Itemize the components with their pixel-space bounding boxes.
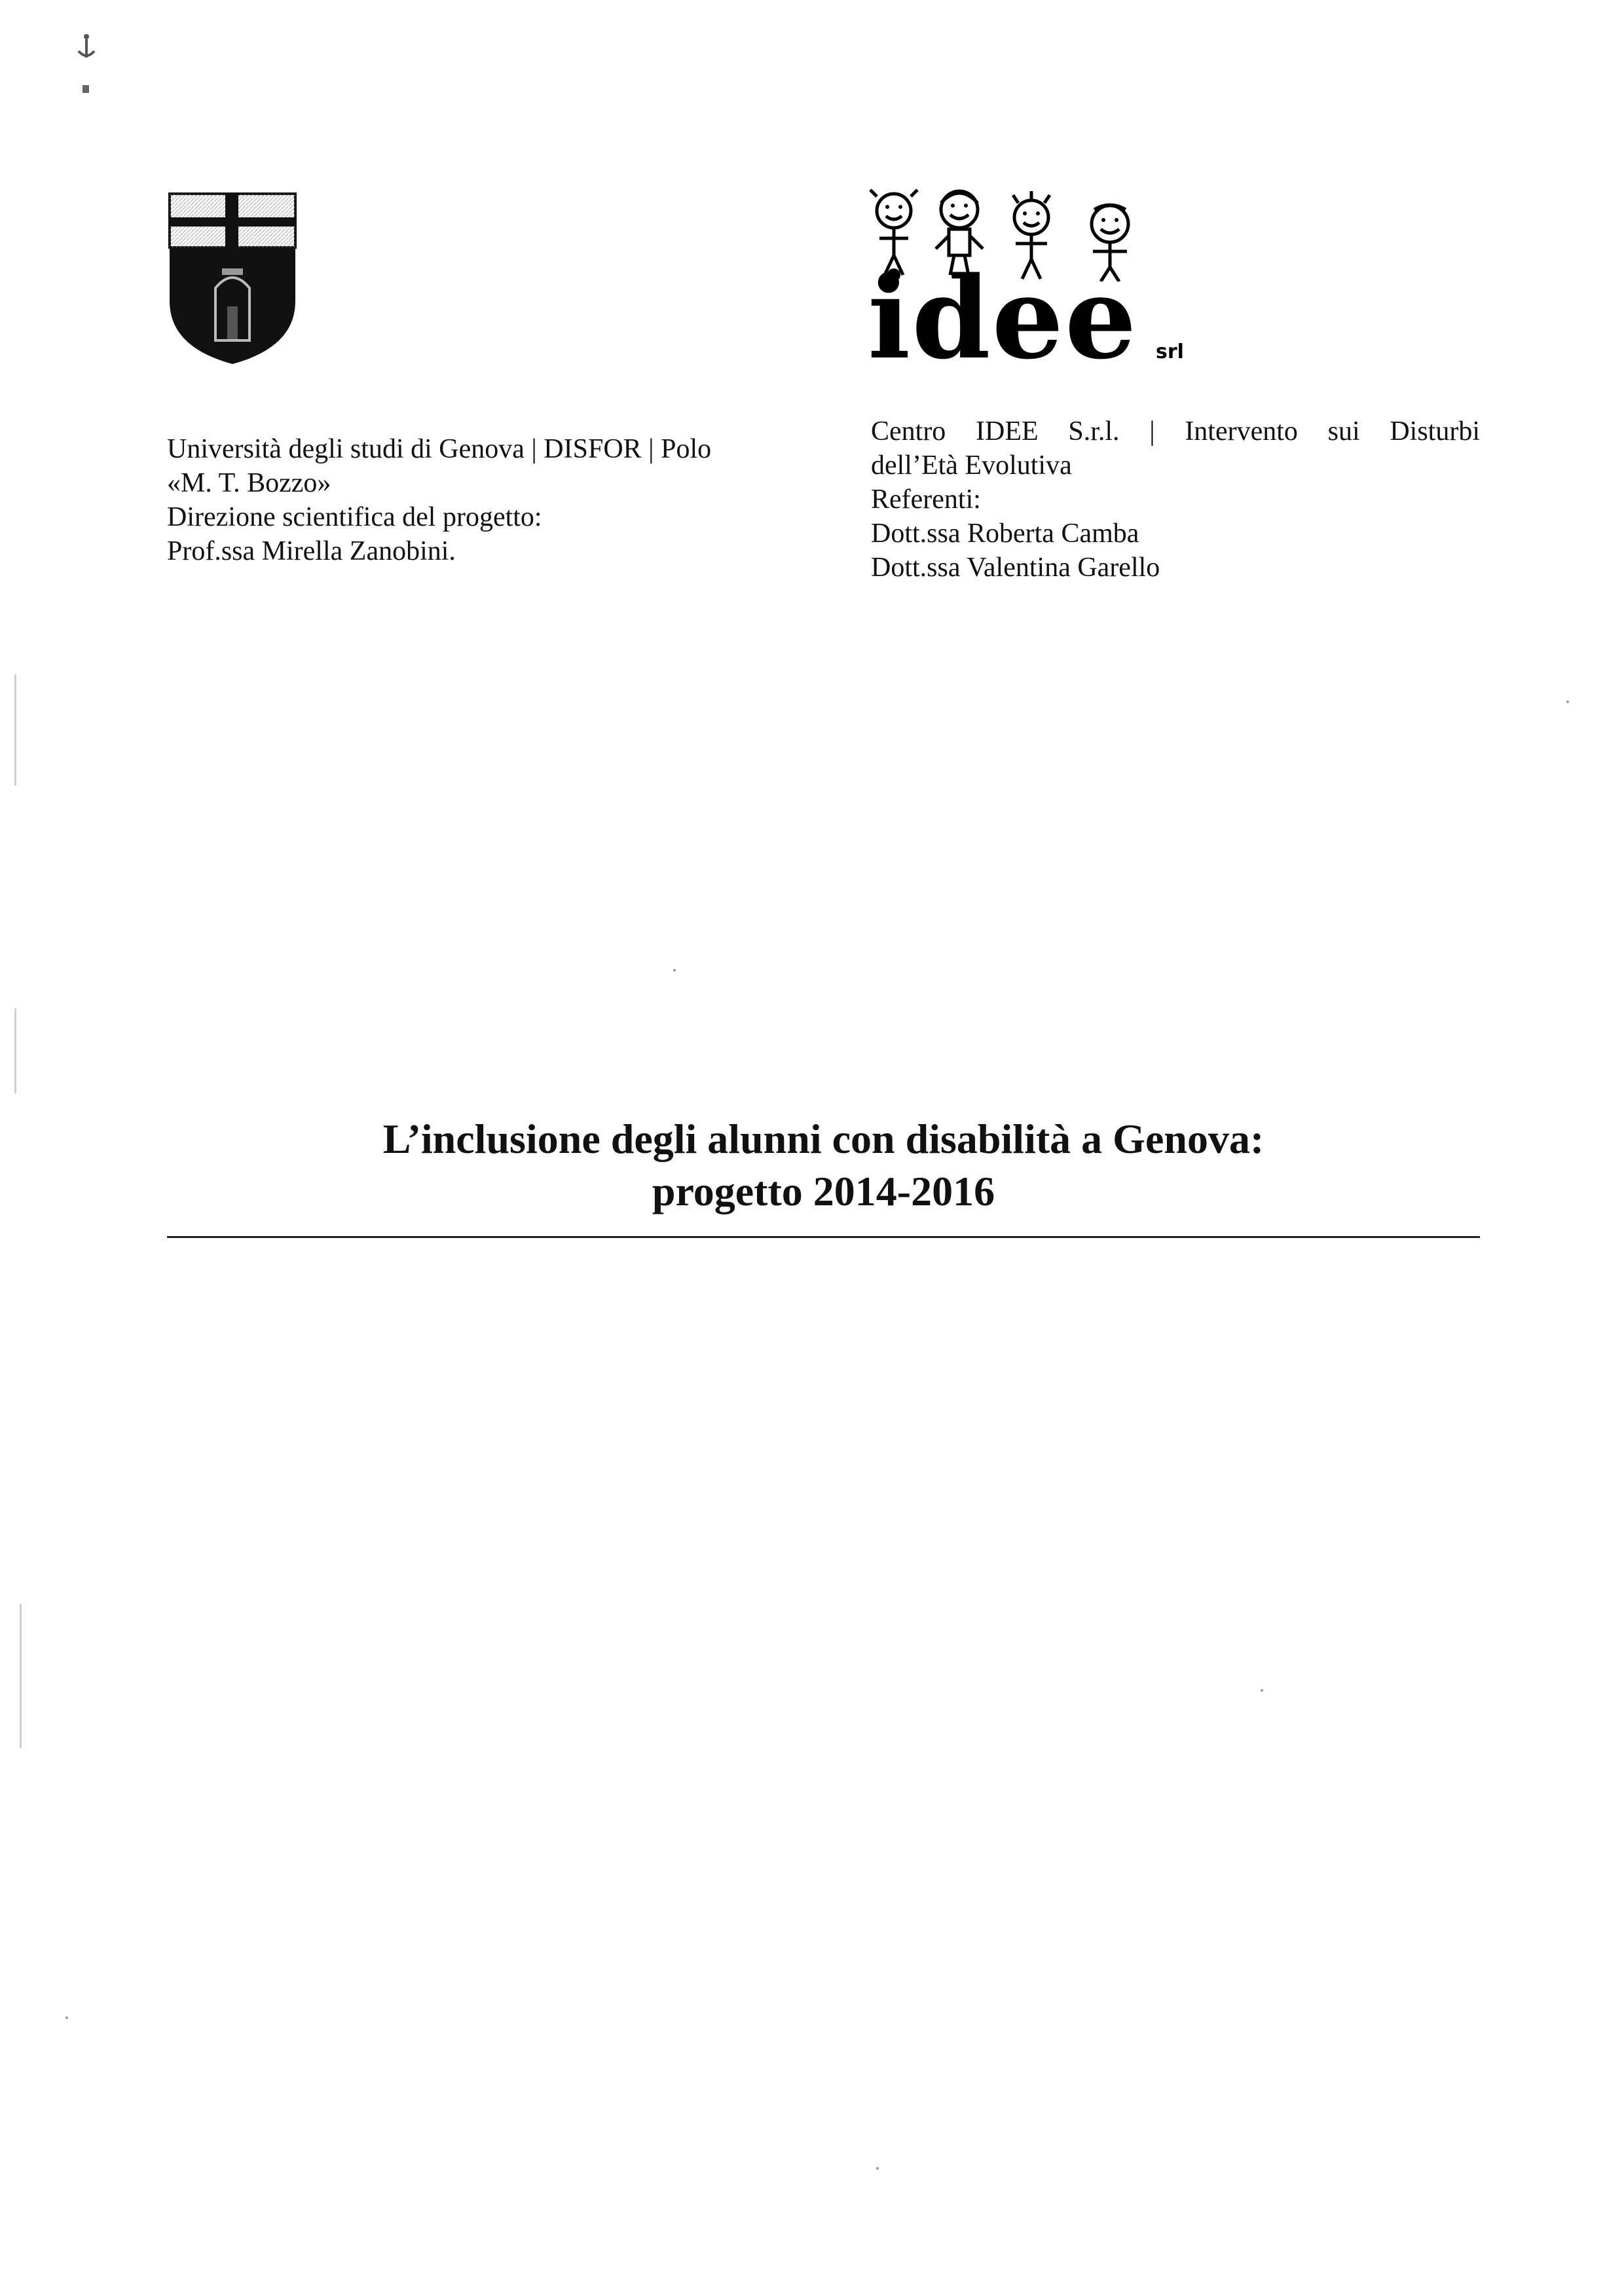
scan-artifact-dot xyxy=(673,969,676,972)
idee-wordmark: idee xyxy=(868,251,1138,384)
scan-artifact-line xyxy=(14,674,16,786)
scan-artifact-line xyxy=(20,1604,22,1748)
scan-artifact-dot xyxy=(1261,1689,1263,1692)
university-shield-logo xyxy=(167,190,298,367)
scan-artifact-line xyxy=(14,1008,16,1093)
scan-artifact-dot xyxy=(1566,701,1569,703)
idee-logo xyxy=(868,183,1234,384)
affiliation-line: Dott.ssa Valentina Garello xyxy=(871,553,1160,583)
affiliation-line: Direzione scientifica del progetto: xyxy=(167,502,542,532)
centre-affiliation xyxy=(871,414,1480,585)
affiliation-line: Centro IDEE S.r.l. | Intervento sui Disturbi xyxy=(871,416,1480,446)
genoa-university-shield-icon xyxy=(167,190,298,367)
affiliation-line: «M. T. Bozzo» xyxy=(167,468,331,498)
title-line: L’inclusione degli alunni con disabilità a Genova: xyxy=(382,1116,1264,1162)
affiliation-line: dell’Età Evolutiva xyxy=(871,450,1072,481)
affiliation-line: Università degli studi di Genova | DISFOR | Polo xyxy=(167,434,712,464)
document-title xyxy=(167,1113,1480,1218)
scan-artifact-dot xyxy=(876,2167,879,2170)
title-underline xyxy=(167,1236,1480,1238)
affiliation-line: Dott.ssa Roberta Camba xyxy=(871,519,1139,549)
scan-artifact-dot xyxy=(65,2016,68,2019)
title-line: progetto 2014-2016 xyxy=(652,1168,995,1214)
affiliation-line: Referenti: xyxy=(871,484,981,515)
scan-mark-icon xyxy=(73,31,100,97)
university-affiliation xyxy=(167,432,789,568)
affiliation-line: Prof.ssa Mirella Zanobini. xyxy=(167,536,456,566)
idee-suffix: srl xyxy=(1156,340,1184,363)
